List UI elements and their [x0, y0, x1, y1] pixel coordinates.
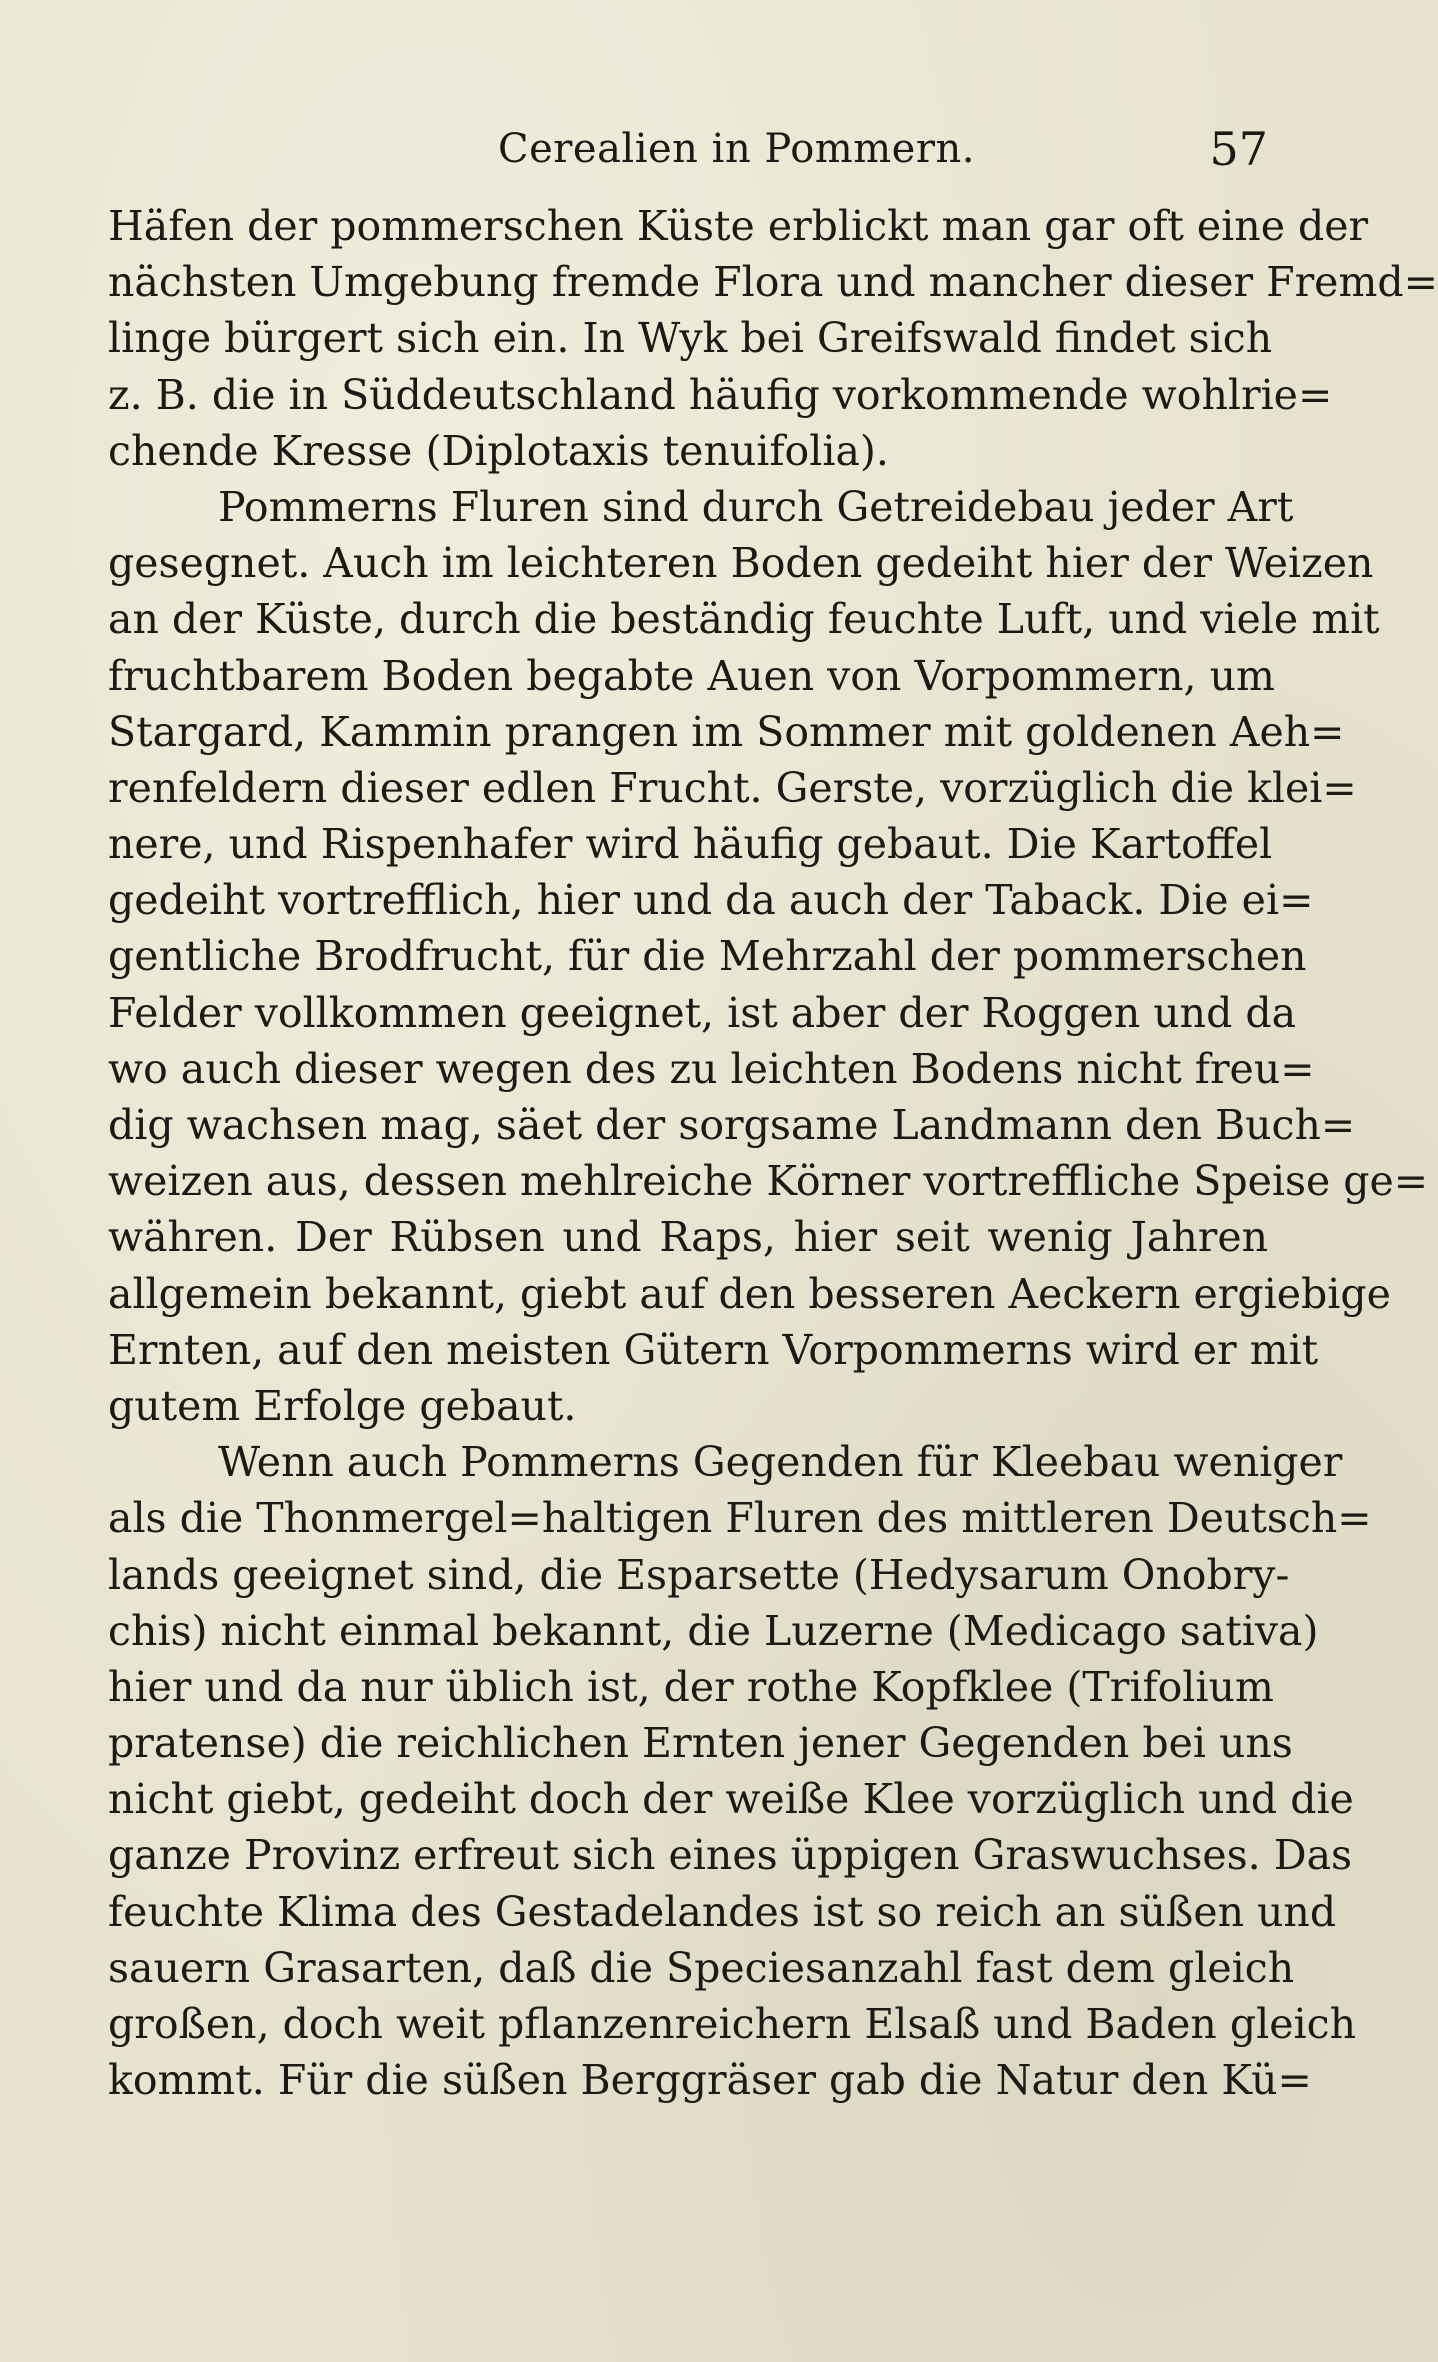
text-line: Felder vollkommen geeignet, ist aber der Roggen und da [108, 988, 1297, 1037]
text-line: kommt. Für die süßen Berggräser gab die Natur den Kü= [108, 2056, 1312, 2105]
text-line: wo auch dieser wegen des zu leichten Bodens nicht freu= [108, 1044, 1315, 1093]
text-line: sauern Grasarten, daß die Speciesanzahl fast dem gleich [108, 1943, 1295, 1992]
text-line: gentliche Brodfrucht, für die Mehrzahl der pommerschen [108, 932, 1307, 981]
text-line: Stargard, Kammin prangen im Sommer mit goldenen Aeh= [108, 707, 1345, 756]
text-line: chende Kresse (Diplotaxis tenuifolia). [108, 426, 889, 475]
text-line: fruchtbarem Boden begabte Auen von Vorpommern, um [108, 651, 1275, 700]
text-line: an der Küste, durch die beständig feuchte Luft, und viele mit [108, 595, 1380, 644]
text-line: gesegnet. Auch im leichteren Boden gedeiht hier der Weizen [108, 539, 1374, 588]
text-line: pratense) die reichlichen Ernten jener Gegenden bei uns [108, 1719, 1293, 1768]
text-line: z. B. die in Süddeutschland häufig vorkommende wohlrie= [108, 370, 1333, 419]
text-line: lands geeignet sind, die Esparsette (Hedysarum Onobry- [108, 1550, 1290, 1599]
text-line: währen. Der Rübsen und Raps, hier seit wenig Jahren [108, 1213, 1268, 1262]
body-text [108, 198, 1438, 2108]
text-line: Wenn auch Pommerns Gegenden für Kleebau weniger [218, 1438, 1343, 1487]
text-line: als die Thonmergel=haltigen Fluren des mittleren Deutsch= [108, 1494, 1372, 1543]
text-line: Häfen der pommerschen Küste erblickt man gar oft eine der [108, 202, 1369, 250]
text-line: großen, doch weit pflanzenreichern Elsaß und Baden gleich [108, 2000, 1356, 2048]
text-line: Ernten, auf den meisten Gütern Vorpommerns wird er mit [108, 1325, 1319, 1374]
text-line: renfeldern dieser edlen Frucht. Gerste, vorzüglich die klei= [108, 763, 1357, 812]
text-line: gutem Erfolge gebaut. [108, 1381, 577, 1430]
text-line: hier und da nur üblich ist, der rothe Kopfklee (Trifolium [108, 1662, 1274, 1711]
text-line: Pommerns Fluren sind durch Getreidebau jeder Art [218, 482, 1294, 531]
running-head: Cerealien in Pommern. [498, 126, 975, 172]
text-line: nere, und Rispenhafer wird häufig gebaut. Die Kartoffel [108, 820, 1273, 869]
page-number: 57 [1209, 122, 1268, 176]
text-line: chis) nicht einmal bekannt, die Luzerne (Medicago sativa) [108, 1606, 1319, 1655]
text-line: feuchte Klima des Gestadelandes ist so reich an süßen und [108, 1887, 1337, 1936]
text-line: linge bürgert sich ein. In Wyk bei Greifswald findet sich [108, 314, 1273, 363]
text-line: dig wachsen mag, säet der sorgsame Landmann den Buch= [108, 1101, 1356, 1149]
text-line: weizen aus, dessen mehlreiche Körner vortreffliche Speise ge= [108, 1157, 1429, 1206]
text-line: nächsten Umgebung fremde Flora und mancher dieser Fremd= [108, 258, 1438, 307]
page-header [108, 118, 1268, 178]
text-line: ganze Provinz erfreut sich eines üppigen Graswuchses. Das [108, 1831, 1353, 1880]
text-line: allgemein bekannt, giebt auf den besseren Aeckern ergiebige [108, 1269, 1391, 1318]
text-line: gedeiht vortrefflich, hier und da auch der Taback. Die ei= [108, 876, 1314, 925]
text-line: nicht giebt, gedeiht doch der weiße Klee vorzüglich und die [108, 1775, 1354, 1824]
